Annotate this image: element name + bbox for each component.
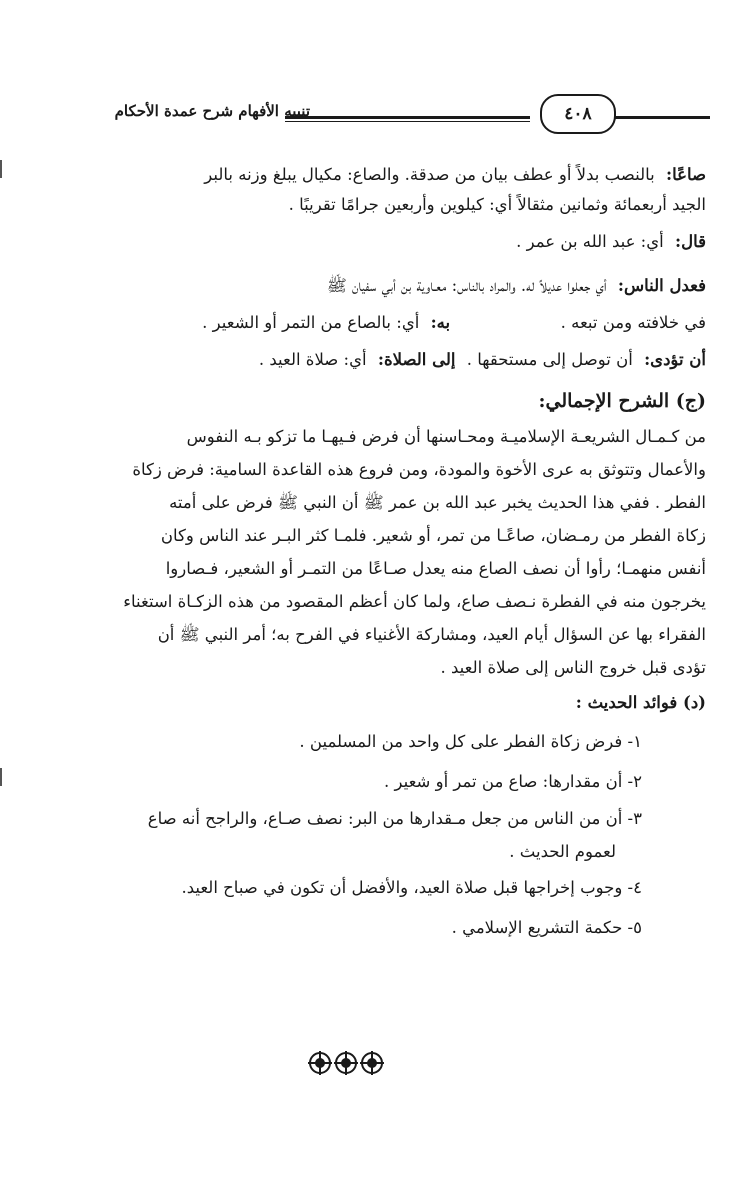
gloss-text: أي جعلوا عديلاً له. والمراد بالناس: معـاوية بن أبي سفيان ﷺ bbox=[326, 276, 607, 295]
running-header bbox=[30, 90, 720, 140]
gloss-text: في خلافته ومن تبعه . bbox=[560, 313, 706, 332]
list-item: ٢- أن مقدارها: صاع من تمر أو شعير . bbox=[384, 772, 642, 791]
flower-ornament-icon bbox=[300, 1048, 460, 1078]
header-rule-right bbox=[614, 116, 710, 119]
header-title: تنبيه الأفهام شرح عمدة الأحكام bbox=[114, 102, 310, 120]
page-number: ٤٠٨ bbox=[540, 94, 616, 134]
paragraph-line: تؤدى قبل خروج الناس إلى صلاة العيد . bbox=[440, 658, 706, 677]
paragraph-line: أنفس منهمـا؛ رأوا أن نصف الصاع منه يعدل صـاعًا من التمـر أو الشعير، فـصاروا bbox=[165, 559, 706, 578]
page-body bbox=[44, 160, 706, 948]
paragraph-line: والأعمال وتتوثق به عرى الأخوة والمودة، ومن فروع هذه القاعدة السامية: فرض زكاة bbox=[132, 460, 706, 479]
list-item: ٣- أن من الناس من جعل مـقدارها من البر: نصف صـاع، والراجح أنه صاع bbox=[147, 809, 642, 828]
header-rule-thin bbox=[285, 121, 530, 122]
paragraph-line: زكاة الفطر من رمـضان، صاعًـا من تمر، أو شعير. فلمـا كثر البـر عند الناس وكان bbox=[160, 526, 706, 545]
list-item: ١- فرض زكاة الفطر على كل واحد من المسلمين . bbox=[299, 732, 642, 751]
margin-mark bbox=[0, 160, 2, 178]
gloss-line bbox=[44, 264, 706, 308]
paragraph-line: يخرجون منه في الفطرة نـصف صاع، ولما كان أعظم المقصود من هذه الزكـاة استغناء bbox=[123, 592, 706, 611]
margin-mark bbox=[0, 768, 2, 786]
benefits-list bbox=[44, 722, 706, 948]
list-item: ٤- وجوب إخراجها قبل صلاة العيد، والأفضل أن تكون في صباح العيد. bbox=[181, 878, 642, 897]
term-label: قال: bbox=[675, 232, 706, 251]
paragraph-line: من كـمـال الشريعـة الإسلاميـة ومحـاسنها أن فرض فـيهـا ما تزكو بـه النفوس bbox=[186, 427, 706, 446]
gloss-text: أن توصل إلى مستحقها . bbox=[466, 350, 633, 369]
summary-paragraph bbox=[44, 420, 706, 684]
term-label: به: bbox=[430, 313, 451, 332]
term-label: فعدل الناس: bbox=[617, 276, 706, 295]
gloss-text: الجيد أربعمائة وثمانين مثقالاً أي: كيلوين وأربعين جرامًا تقريبًا . bbox=[288, 195, 706, 214]
list-item: ٥- حكمة التشريع الإسلامي . bbox=[451, 918, 642, 937]
paragraph-line: الفطر . ففي هذا الحديث يخبر عبد الله بن عمر ﷺ أن النبي ﷺ فرض على أمته bbox=[169, 493, 706, 512]
header-rule bbox=[285, 116, 530, 119]
gloss-text: أي: بالصاع من التمر أو الشعير . bbox=[202, 313, 420, 332]
gloss-line bbox=[44, 338, 706, 382]
gloss-line bbox=[44, 190, 706, 220]
term-label: إلى الصلاة: bbox=[377, 350, 456, 369]
gloss-line bbox=[44, 308, 706, 338]
paragraph-line: الفقراء بها عن السؤال أيام العيد، ومشاركة الأغنياء في الفرح به؛ أمر النبي ﷺ أن bbox=[157, 625, 706, 644]
gloss-line bbox=[44, 160, 706, 190]
section-heading-d: (د) فوائد الحديث : bbox=[575, 693, 706, 712]
section-end-ornament bbox=[300, 1048, 460, 1078]
section-heading-c: (ج) الشرح الإجمالي: bbox=[538, 390, 706, 412]
term-label: صاعًا: bbox=[665, 165, 706, 184]
gloss-text: أي: عبد الله بن عمر . bbox=[516, 232, 664, 251]
list-item: لعموم الحديث . bbox=[509, 842, 616, 861]
gloss-text: أي: صلاة العيد . bbox=[258, 350, 367, 369]
gloss-line bbox=[44, 220, 706, 264]
gloss-text: بالنصب بدلاً أو عطف بيان من صدقة. والصاع: مكيال يبلغ وزنه بالبر bbox=[204, 165, 655, 184]
term-label: أن تؤدى: bbox=[644, 350, 706, 369]
